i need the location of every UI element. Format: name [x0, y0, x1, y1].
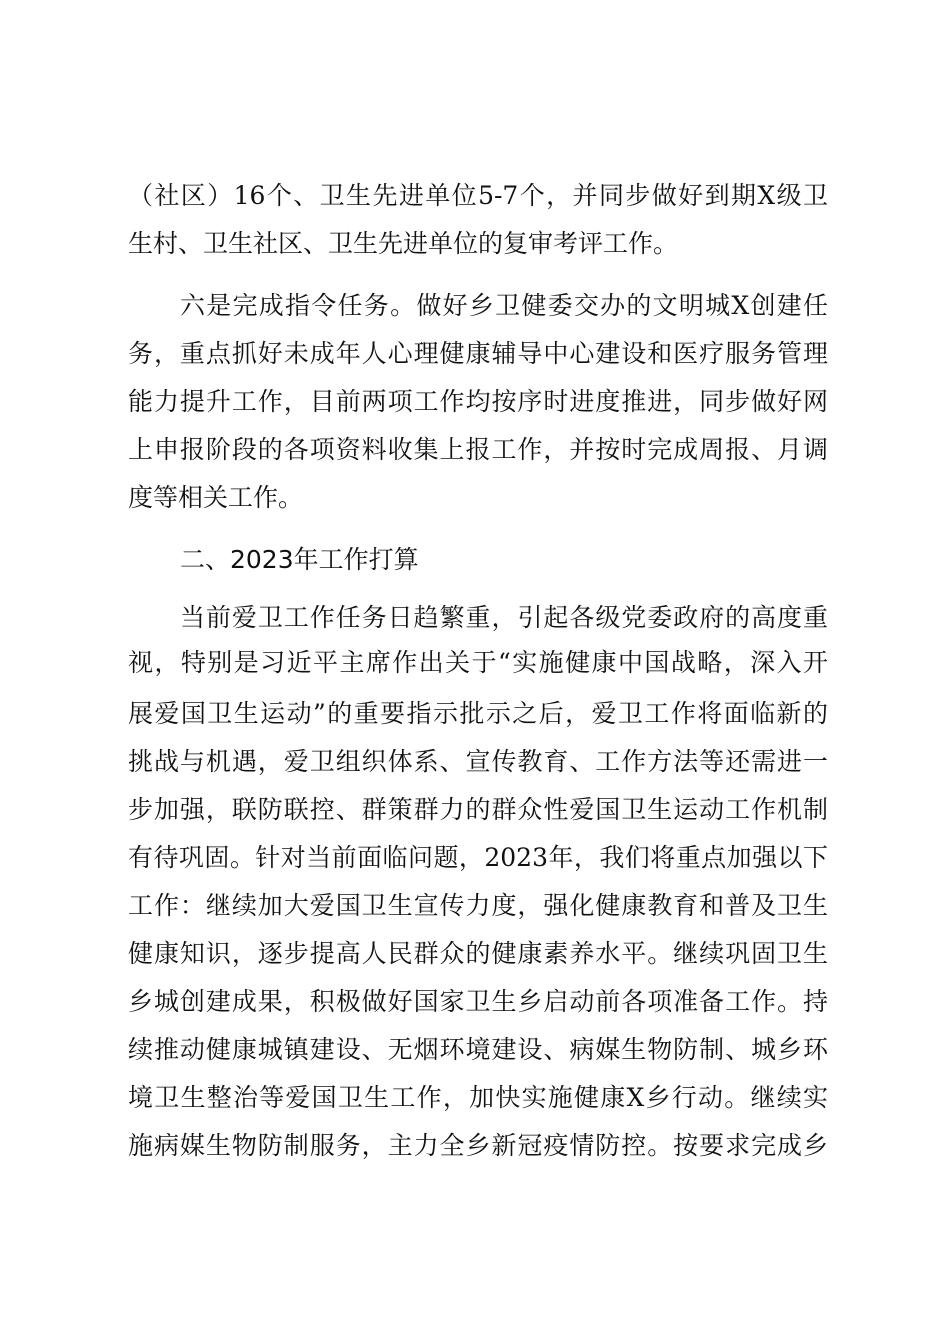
paragraph-2-line-3: 能力提升工作，目前两项工作均按序时进度推进，同步做好网 [128, 387, 828, 416]
paragraph-3-line-1: 当前爱卫工作任务日趋繁重，引起各级党委政府的高度重 [180, 603, 828, 632]
paragraph-3-line-7: 工作：继续加大爱国卫生宣传力度，强化健康教育和普及卫生 [128, 891, 828, 920]
paragraph-3-line-3: 展爱国卫生运动”的重要指示批示之后，爱卫工作将面临新的 [128, 699, 828, 728]
section-heading: 二、2023年工作打算 [180, 545, 419, 574]
paragraph-3-line-5: 步加强，联防联控、群策群力的群众性爱国卫生运动工作机制 [128, 795, 828, 824]
paragraph-3-line-9: 乡城创建成果，积极做好国家卫生乡启动前各项准备工作。持 [128, 987, 828, 1016]
paragraph-2-line-2: 务，重点抓好未成年人心理健康辅导中心建设和医疗服务管理 [128, 339, 828, 368]
paragraph-3-line-11: 境卫生整治等爱国卫生工作，加快实施健康X乡行动。继续实 [128, 1083, 828, 1112]
paragraph-3-line-12: 施病媒生物防制服务，主力全乡新冠疫情防控。按要求完成乡 [128, 1131, 828, 1160]
paragraph-3-line-6: 有待巩固。针对当前面临问题，2023年，我们将重点加强以下 [128, 843, 828, 872]
paragraph-3-line-8: 健康知识，逐步提高人民群众的健康素养水平。继续巩固卫生 [128, 939, 828, 968]
paragraph-2-line-4: 上申报阶段的各项资料收集上报工作，并按时完成周报、月调 [128, 435, 828, 464]
paragraph-3-line-2: 视，特别是习近平主席作出关于“实施健康中国战略，深入开 [128, 648, 828, 677]
paragraph-2-line-5: 度等相关工作。 [128, 483, 304, 512]
paragraph-1-line-1: （社区）16个、卫生先进单位5-7个，并同步做好到期X级卫 [128, 181, 828, 210]
paragraph-1-line-2: 生村、卫生社区、卫生先进单位的复审考评工作。 [128, 229, 679, 258]
paragraph-3-line-4: 挑战与机遇，爱卫组织体系、宣传教育、工作方法等还需进一 [128, 747, 828, 776]
paragraph-3-line-10: 续推动健康城镇建设、无烟环境建设、病媒生物防制、城乡环 [128, 1035, 828, 1064]
paragraph-2-line-1: 六是完成指令任务。做好乡卫健委交办的文明城X创建任 [180, 291, 828, 320]
